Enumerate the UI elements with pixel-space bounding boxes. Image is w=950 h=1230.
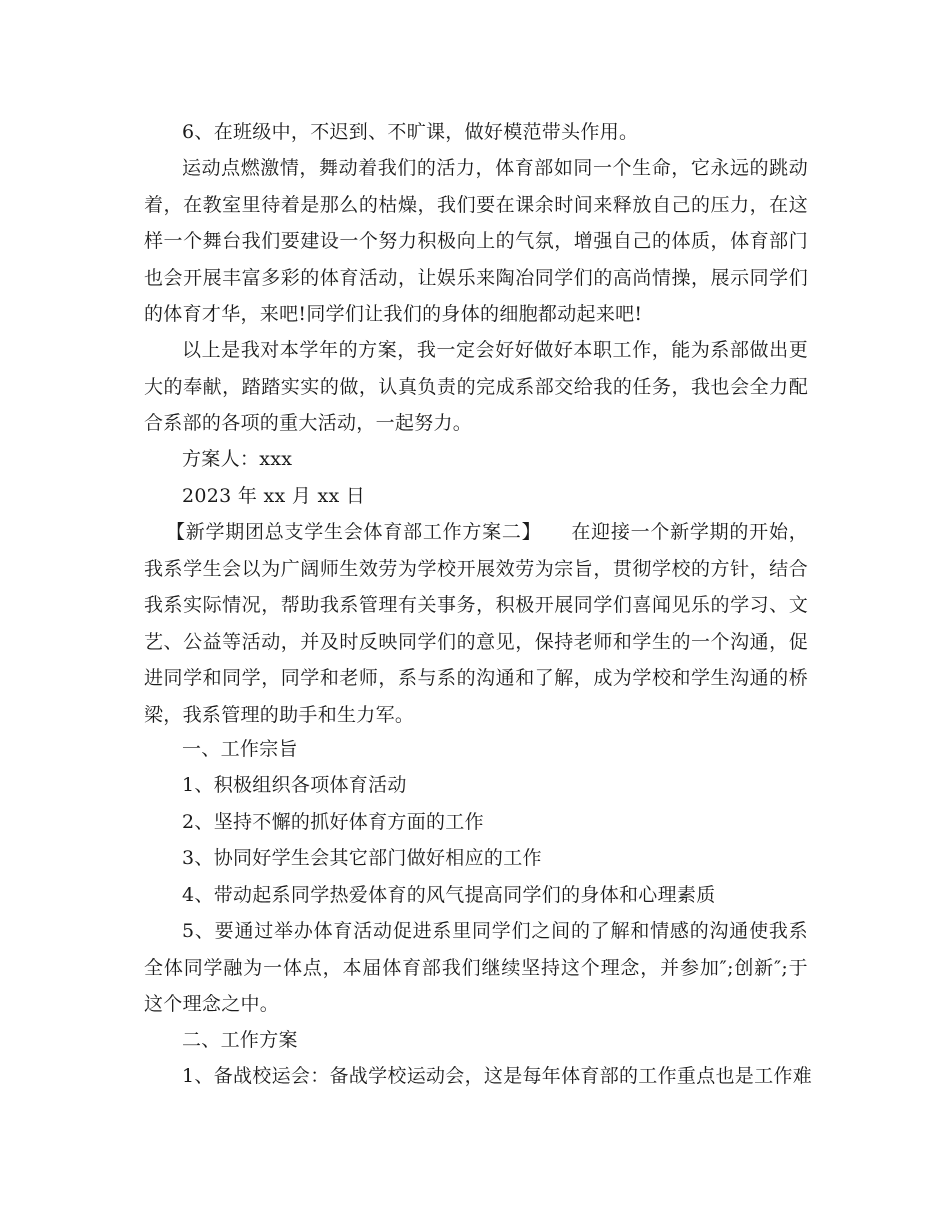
paragraph-item-6: 6、在班级中，不迟到、不旷课，做好模范带头作用。 — [182, 121, 639, 143]
paragraph-sports-passion: 运动点燃激情，舞动着我们的活力，体育部如同一个生命，它永远的跳动着，在教室里待着是那么的枯燥，我们要在课余时间来释放自己的压力，在这样一个舞台我们要建设一个努力积极向上的气氛，增强自己的体质，体育部门也会开展丰富多彩的体育活动，让娱乐来陶冶同学们的高尚情操，展示同学们的体育才华，来吧!同学们让我们的身体的细胞都动起来吧! — [144, 157, 808, 325]
paragraph-conclusion: 以上是我对本学年的方案，我一定会好好做好本职工作，能为系部做出更大的奉献，踏踏实实的做，认真负责的完成系部交给我的任务，我也会全力配合系部的各项的重大活动，一起努力。 — [144, 339, 808, 434]
list-item-1: 1、积极组织各项体育活动 — [182, 774, 407, 796]
list-item-2: 2、坚持不懈的抓好体育方面的工作 — [182, 811, 484, 833]
heading-work-plan: 二、工作方案 — [182, 1029, 298, 1051]
list-item-3: 3、协同好学生会其它部门做好相应的工作 — [182, 847, 542, 869]
list-item-5: 5、要通过举办体育活动促进系里同学们之间的了解和情感的沟通使我系全体同学融为一体点，本届体育部我们继续坚持这个理念，并参加″;创新″;于这个理念之中。 — [144, 920, 808, 1015]
signature-author: 方案人：xxx — [182, 448, 293, 470]
list-item-4: 4、带动起系同学热爱体育的风气提高同学们的身体和心理素质 — [182, 884, 716, 906]
heading-work-purpose: 一、工作宗旨 — [182, 738, 298, 760]
paragraph-plan-two: 【新学期团总支学生会体育部工作方案二】 在迎接一个新学期的开始，我系学生会以为广阔师生效劳为学校开展效劳为宗旨，贯彻学校的方针，结合我系实际情况，帮助我系管理有关事务，积极开展同学们喜闻见乐的学习、文艺、公益等活动，并及时反映同学们的意见，保持老师和学生的一个沟通，促进同学和同学，同学和老师，系与系的沟通和了解，成为学校和学生沟通的桥梁，我系管理的助手和生力军。 — [144, 521, 808, 726]
list-item-6: 1、备战校运会：备战学校运动会，这是每年体育部的工作重点也是工作难 — [182, 1065, 812, 1087]
signature-date: 2023 年 xx 月 xx 日 — [182, 485, 366, 507]
